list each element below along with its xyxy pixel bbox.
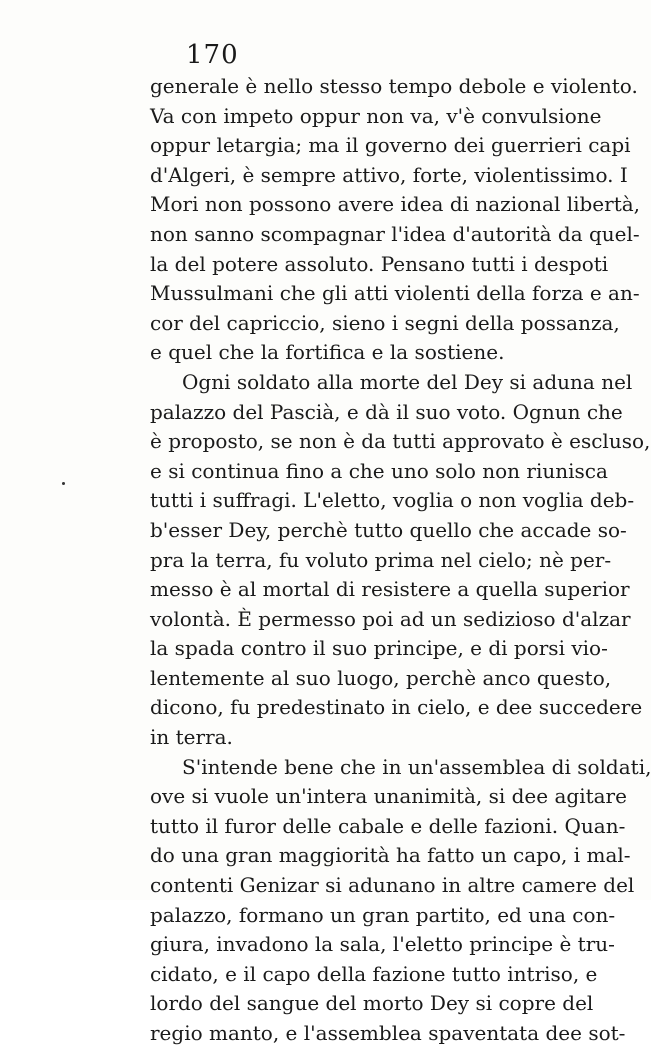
text-line: la spada contro il suo principe, e di porsi vio- — [150, 636, 608, 661]
text-line: è proposto, se non è da tutti approvato è escluso, — [150, 429, 651, 454]
text-line: Mori non possono avere idea di nazional libertà, — [150, 192, 641, 217]
body-text — [150, 72, 651, 1049]
text-line: non sanno scompagnar l'idea d'autorità da quel- — [150, 221, 640, 246]
text-line: Va con impeto oppur non va, v'è convulsione — [150, 103, 602, 128]
text-line: palazzo, formano un gran partito, ed una con- — [150, 902, 616, 927]
text-line: pra la terra, fu voluto prima nel cielo; nè per- — [150, 547, 612, 572]
text-line: d'Algeri, è sempre attivo, forte, violentissimo. I — [150, 162, 628, 187]
text-line: regio manto, e l'assemblea spaventata dee sot- — [150, 1021, 626, 1045]
text-line: volontà. È permesso poi ad un sedizioso d'alzar — [150, 606, 631, 631]
paragraph-2 — [150, 368, 651, 753]
text-line: b'esser Dey, perchè tutto quello che accade so- — [150, 517, 627, 542]
text-line: in terra. — [150, 725, 233, 750]
page-number: 170 — [186, 40, 239, 70]
text-line: tutto il furor delle cabale e delle fazioni. Quan- — [150, 813, 626, 838]
text-line: ove si vuole un'intera unanimità, si dee agitare — [150, 784, 627, 809]
text-line: cor del capriccio, sieno i segni della possanza, — [150, 310, 620, 335]
paragraph-3 — [150, 753, 651, 1049]
paragraph-1 — [150, 72, 641, 368]
text-line: Mussulmani che gli atti violenti della forza e an- — [150, 281, 640, 306]
text-line: la del potere assoluto. Pensano tutti i despoti — [150, 251, 609, 276]
text-line: do una gran maggiorità ha fatto un capo, i mal- — [150, 843, 631, 868]
text-line: messo è al mortal di resistere a quella superior — [150, 577, 630, 602]
text-line: generale è nello stesso tempo debole e violento. — [150, 74, 638, 98]
text-line: lordo del sangue del morto Dey si copre del — [150, 991, 594, 1016]
text-line: e si continua fino a che uno solo non riunisca — [150, 458, 608, 483]
text-line: oppur letargia; ma il governo dei guerrieri capi — [150, 133, 631, 158]
text-line: tutti i suffragi. L'eletto, voglia o non voglia deb- — [150, 488, 635, 513]
margin-speck — [62, 482, 65, 485]
text-line: dicono, fu predestinato in cielo, e dee succedere — [150, 695, 643, 720]
text-line: S'intende bene che in un'assemblea di soldati, — [182, 754, 651, 779]
text-line: palazzo del Pascià, e dà il suo voto. Ognun che — [150, 399, 623, 424]
text-line: Ogni soldato alla morte del Dey si aduna nel — [182, 369, 633, 394]
text-line: cidato, e il capo della fazione tutto intriso, e — [150, 961, 598, 986]
text-line: contenti Genizar si adunano in altre camere del — [150, 873, 635, 898]
text-line: e quel che la fortifica e la sostiene. — [150, 340, 505, 365]
text-line: giura, invadono la sala, l'eletto principe è tru- — [150, 932, 615, 957]
text-line: lentemente al suo luogo, perchè anco questo, — [150, 665, 612, 690]
